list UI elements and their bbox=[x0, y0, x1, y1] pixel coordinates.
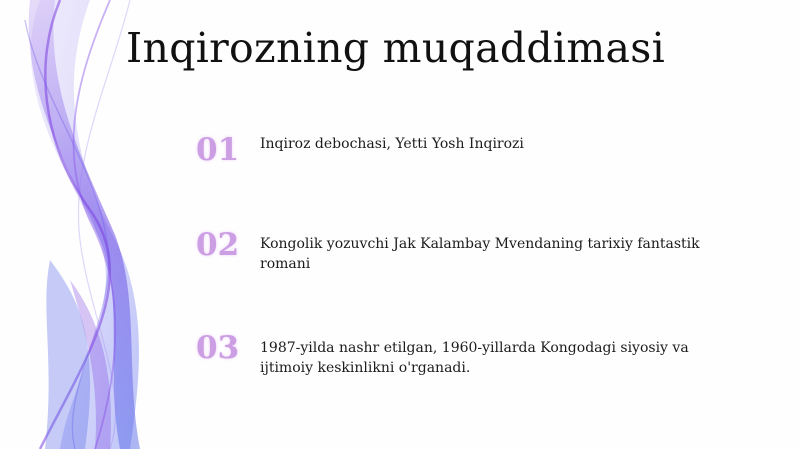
item-number: 03 bbox=[196, 330, 240, 366]
item-text: Inqiroz debochasi, Yetti Yosh Inqirozi bbox=[260, 136, 524, 152]
list-item bbox=[196, 225, 756, 285]
item-number: 01 bbox=[196, 132, 240, 168]
item-text: Kongolik yozuvchi Jak Kalambay Mvendaning tarixiy fantastik romani bbox=[260, 236, 700, 272]
slide-title: Inqirozning muqaddimasi bbox=[126, 24, 665, 72]
item-text: 1987-yilda nashr etilgan, 1960-yillarda Kongodagi siyosiy va ijtimoiy keskinlikni o'rganadi. bbox=[260, 340, 689, 376]
item-number: 02 bbox=[196, 227, 240, 263]
list-item bbox=[196, 130, 756, 190]
list-item bbox=[196, 328, 756, 388]
